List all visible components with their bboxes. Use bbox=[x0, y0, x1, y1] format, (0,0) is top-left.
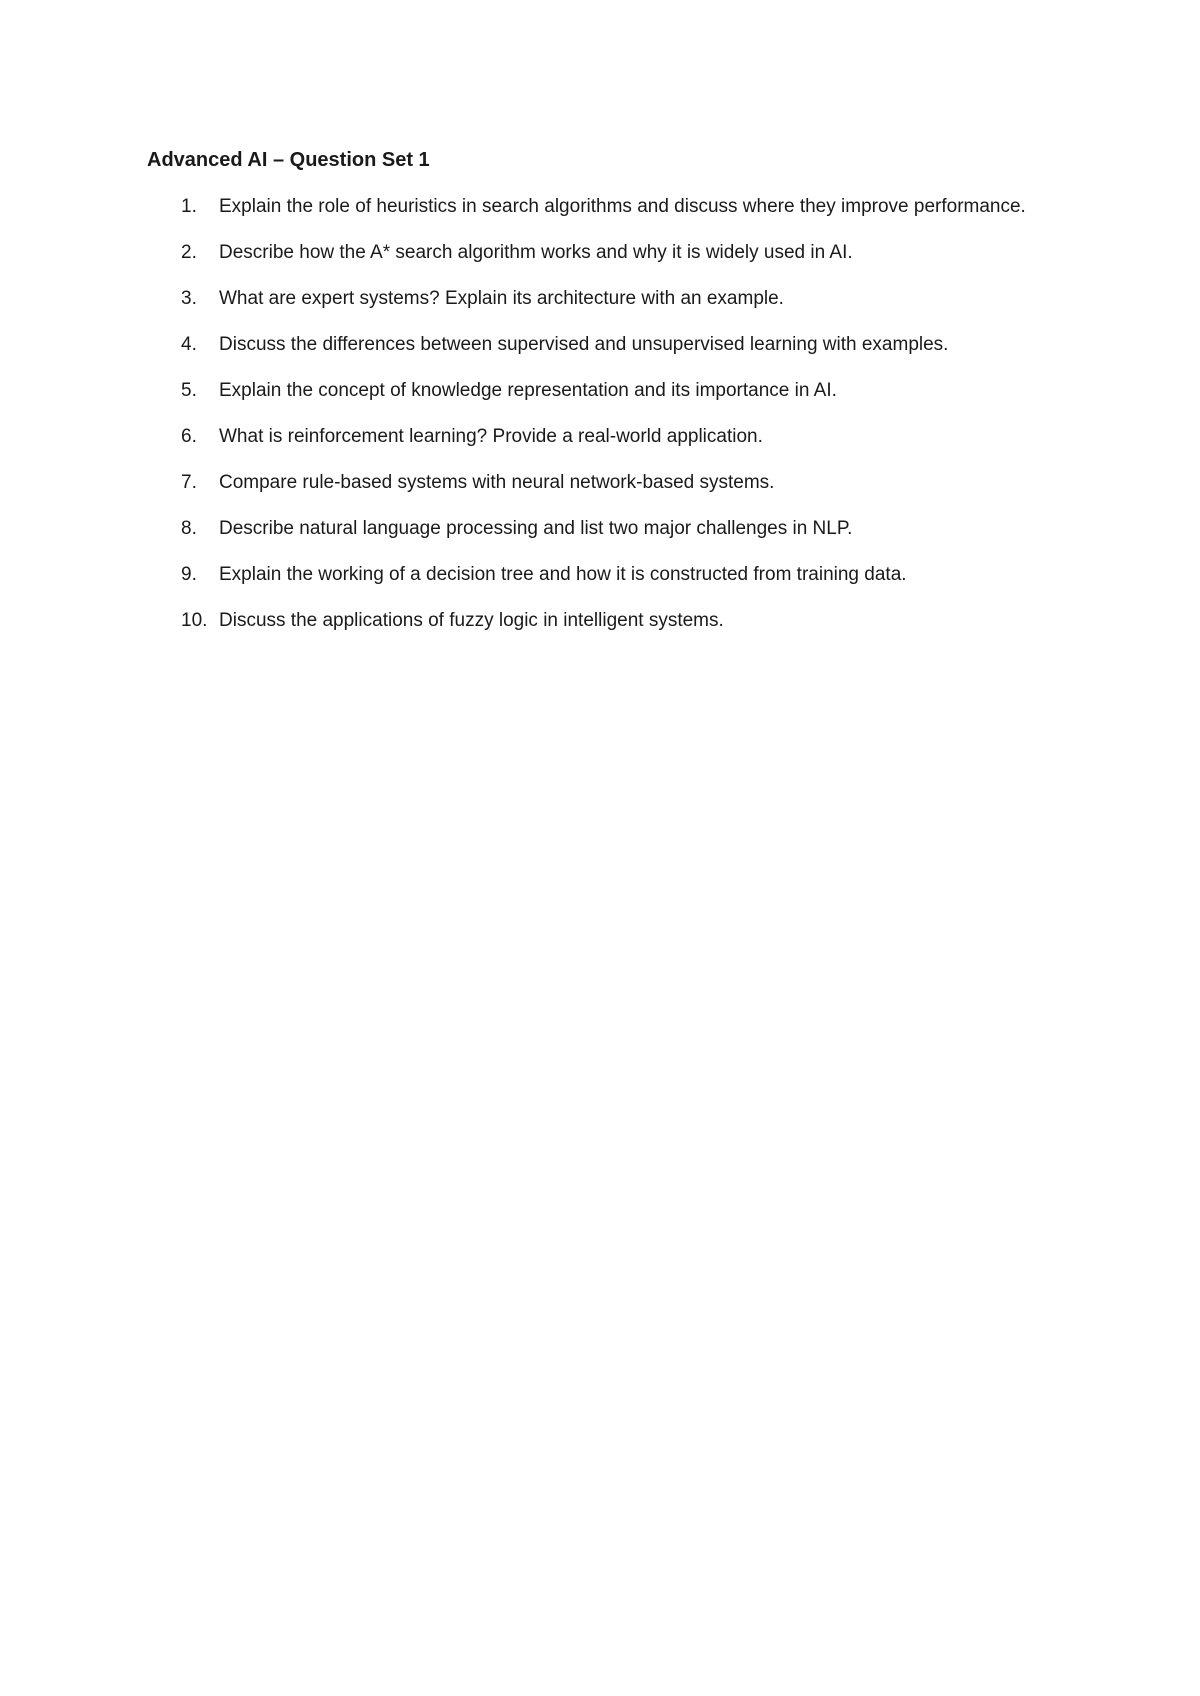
question-number: 4. bbox=[181, 334, 197, 355]
question-item-9 bbox=[147, 560, 1027, 590]
question-text: Describe how the A* search algorithm works and why it is widely used in AI. bbox=[219, 242, 853, 263]
question-text: Explain the role of heuristics in search algorithms and discuss where they improve performance. bbox=[219, 196, 1026, 217]
question-item-7 bbox=[147, 468, 1027, 498]
question-item-1 bbox=[147, 192, 1027, 222]
document-title: Advanced AI – Question Set 1 bbox=[147, 149, 430, 171]
question-item-6 bbox=[147, 422, 1027, 452]
question-number: 10. bbox=[181, 610, 208, 631]
question-number: 6. bbox=[181, 426, 197, 447]
question-text: What are expert systems? Explain its architecture with an example. bbox=[219, 288, 784, 309]
question-text: Discuss the applications of fuzzy logic in intelligent systems. bbox=[219, 610, 724, 631]
question-item-2 bbox=[147, 238, 1027, 268]
question-number: 2. bbox=[181, 242, 197, 263]
question-item-8 bbox=[147, 514, 1027, 544]
question-number: 7. bbox=[181, 472, 197, 493]
question-item-3 bbox=[147, 284, 1027, 314]
question-item-5 bbox=[147, 376, 1027, 406]
question-text: Discuss the differences between supervised and unsupervised learning with examples. bbox=[219, 334, 949, 355]
question-number: 9. bbox=[181, 564, 197, 585]
question-item-4 bbox=[147, 330, 1027, 360]
question-number: 8. bbox=[181, 518, 197, 539]
question-item-10 bbox=[147, 606, 1027, 636]
question-text: What is reinforcement learning? Provide a real-world application. bbox=[219, 426, 763, 447]
question-text: Compare rule-based systems with neural network-based systems. bbox=[219, 472, 775, 493]
question-text: Explain the concept of knowledge representation and its importance in AI. bbox=[219, 380, 837, 401]
question-text: Describe natural language processing and list two major challenges in NLP. bbox=[219, 518, 853, 539]
question-number: 3. bbox=[181, 288, 197, 309]
question-list bbox=[147, 192, 1027, 652]
question-number: 1. bbox=[181, 196, 197, 217]
question-number: 5. bbox=[181, 380, 197, 401]
question-text: Explain the working of a decision tree and how it is constructed from training data. bbox=[219, 564, 907, 585]
